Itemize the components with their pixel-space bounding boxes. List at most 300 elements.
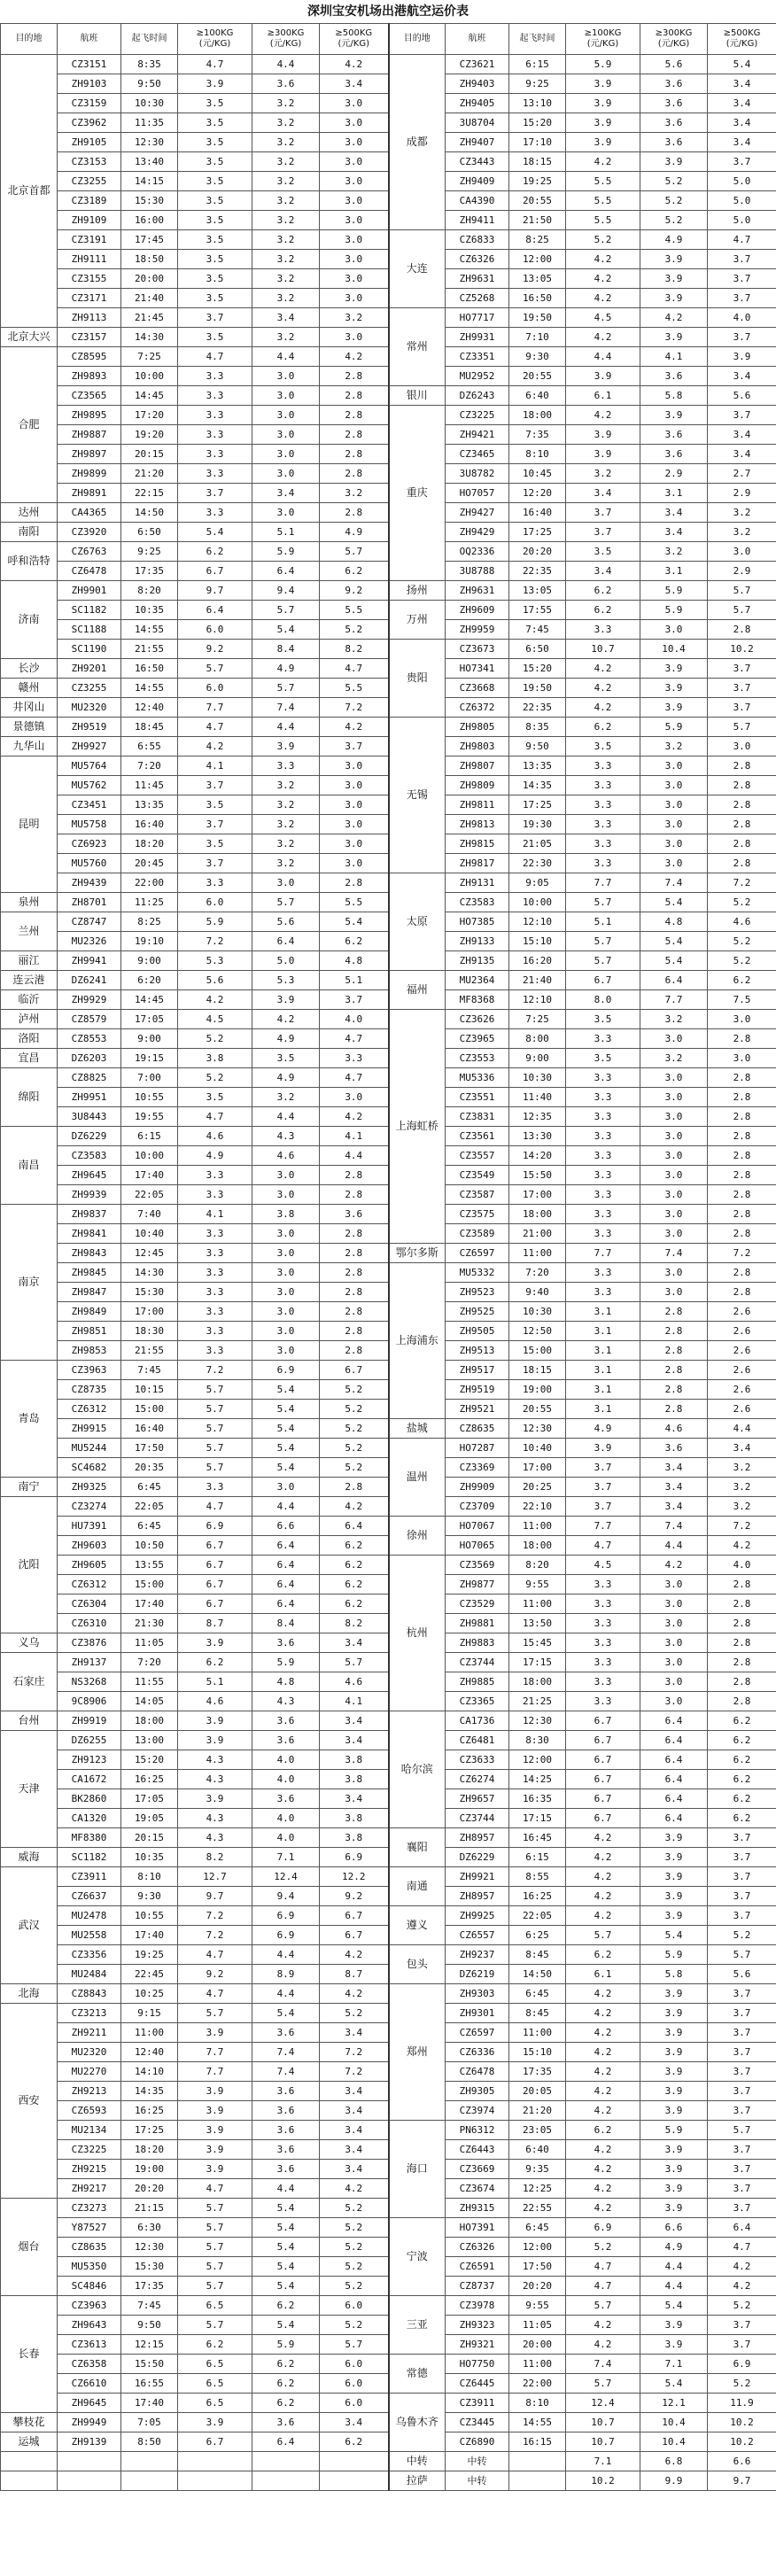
- rate-100kg-cell: 4.2: [566, 1984, 640, 2004]
- rate-100kg-cell: 3.5: [178, 289, 252, 308]
- departure-time-cell: 13:55: [121, 1556, 178, 1575]
- departure-time-cell: 21:20: [509, 2101, 566, 2121]
- rate-300kg-cell: 5.9: [640, 718, 708, 737]
- departure-time-cell: 16:15: [509, 2432, 566, 2452]
- rate-300kg-cell: 3.9: [640, 2101, 708, 2121]
- rate-300kg-cell: 3.9: [640, 2179, 708, 2199]
- departure-time-cell: [509, 2452, 566, 2471]
- table-row: [1, 2121, 776, 2140]
- table-row: [1, 523, 776, 542]
- departure-time-cell: 20:20: [509, 2277, 566, 2296]
- table-row: [1, 230, 776, 250]
- table-row: [1, 1906, 776, 1926]
- rate-300kg-cell: 3.0: [640, 1653, 708, 1672]
- rate-300kg-cell: 4.8: [640, 912, 708, 932]
- rate-300kg-cell: 5.2: [640, 172, 708, 191]
- departure-time-cell: 19:10: [121, 932, 178, 951]
- departure-time-cell: 19:00: [121, 2160, 178, 2179]
- rate-300kg-cell: 3.9: [640, 269, 708, 289]
- table-row: [1, 2413, 776, 2432]
- rate-100kg-cell: 3.7: [178, 854, 252, 873]
- destination-cell: 无锡: [389, 718, 446, 873]
- rate-100kg-cell: 3.5: [178, 328, 252, 347]
- rate-100kg-cell: 3.3: [566, 1107, 640, 1127]
- departure-time-cell: 8:25: [509, 230, 566, 250]
- flight-number-cell: 3U8704: [446, 113, 509, 133]
- departure-time-cell: 21:20: [121, 464, 178, 484]
- flight-number-cell: 9C8906: [58, 1692, 121, 1711]
- table-row: [1, 1205, 776, 1224]
- flight-number-cell: MU2320: [58, 2043, 121, 2062]
- rate-500kg-cell: 2.8: [320, 1478, 389, 1497]
- rate-100kg-cell: 12.4: [566, 2394, 640, 2413]
- table-row: [1, 484, 776, 503]
- departure-time-cell: 17:05: [121, 1789, 178, 1809]
- rate-300kg-cell: 6.4: [252, 562, 320, 581]
- rate-500kg-cell: 3.7: [708, 2160, 776, 2179]
- flight-number-cell: ZH9201: [58, 659, 121, 679]
- rate-100kg-cell: 7.7: [566, 1244, 640, 1263]
- flight-number-cell: CZ3445: [446, 2413, 509, 2432]
- rate-500kg-cell: 3.7: [708, 1906, 776, 1926]
- header-rate-500kg: ≥500KG (元/KG): [708, 24, 776, 55]
- departure-time-cell: 6:40: [509, 386, 566, 406]
- table-row: [1, 1575, 776, 1594]
- rate-500kg-cell: 3.6: [320, 1205, 389, 1224]
- departure-time-cell: 20:00: [121, 269, 178, 289]
- flight-number-cell: HO7067: [446, 1517, 509, 1536]
- departure-time-cell: 17:50: [509, 2257, 566, 2277]
- rate-500kg-cell: 6.0: [320, 2374, 389, 2394]
- rate-500kg-cell: 3.0: [320, 269, 389, 289]
- table-row: [1, 269, 776, 289]
- table-row: [1, 1400, 776, 1419]
- departure-time-cell: 13:00: [121, 1731, 178, 1750]
- rate-300kg-cell: 12.1: [640, 2394, 708, 2413]
- departure-time-cell: 18:00: [121, 1711, 178, 1731]
- table-row: [1, 94, 776, 113]
- flight-number-cell: ZH9919: [58, 1711, 121, 1731]
- departure-time-cell: 12:40: [121, 698, 178, 718]
- rate-500kg-cell: 5.1: [320, 971, 389, 990]
- rate-500kg-cell: 5.2: [320, 1458, 389, 1478]
- rate-300kg-cell: 3.2: [252, 113, 320, 133]
- departure-time-cell: 13:35: [509, 757, 566, 776]
- flight-number-cell: DZ6219: [446, 1965, 509, 1984]
- flight-number-cell: ZH9895: [58, 406, 121, 425]
- rate-500kg-cell: 3.4: [320, 2413, 389, 2432]
- rate-500kg-cell: 3.0: [320, 133, 389, 152]
- rate-300kg-cell: 3.6: [640, 74, 708, 94]
- flight-number-cell: SC1182: [58, 1848, 121, 1867]
- rate-300kg-cell: 3.9: [640, 2023, 708, 2043]
- rate-500kg-cell: 3.4: [320, 2160, 389, 2179]
- table-row: [1, 406, 776, 425]
- departure-time-cell: 9:25: [509, 74, 566, 94]
- flight-number-cell: ZH9893: [58, 367, 121, 386]
- departure-time-cell: 10:00: [121, 367, 178, 386]
- departure-time-cell: 22:05: [509, 1906, 566, 1926]
- header-flight: 航班: [58, 24, 121, 55]
- flight-number-cell: ZH9603: [58, 1536, 121, 1556]
- flight-number-cell: CZ3225: [58, 2140, 121, 2160]
- flight-number-cell: ZH9847: [58, 1283, 121, 1302]
- flight-number-cell: ZH9851: [58, 1322, 121, 1341]
- rate-100kg-cell: 3.3: [178, 1302, 252, 1322]
- flight-number-cell: CZ6336: [446, 2043, 509, 2062]
- rate-100kg-cell: 3.9: [566, 113, 640, 133]
- rate-100kg-cell: 4.4: [566, 347, 640, 367]
- destination-cell: 运城: [1, 2432, 58, 2452]
- rate-300kg-cell: 5.9: [252, 542, 320, 562]
- rate-500kg-cell: 2.8: [320, 1283, 389, 1302]
- departure-time-cell: 19:00: [509, 1380, 566, 1400]
- departure-time-cell: 17:35: [121, 2277, 178, 2296]
- flight-number-cell: ZH8957: [446, 1887, 509, 1906]
- rate-100kg-cell: 3.9: [178, 1633, 252, 1653]
- rate-300kg-cell: 3.9: [640, 2043, 708, 2062]
- flight-number-cell: ZH9217: [58, 2179, 121, 2199]
- table-row: [1, 503, 776, 523]
- rate-300kg-cell: 5.4: [640, 2296, 708, 2316]
- rate-500kg-cell: 5.6: [708, 1965, 776, 1984]
- destination-cell: 济南: [1, 581, 58, 659]
- table-row: [1, 1224, 776, 1244]
- rate-500kg-cell: 3.7: [708, 250, 776, 269]
- rate-300kg-cell: 4.9: [640, 230, 708, 250]
- rate-100kg-cell: 6.7: [566, 971, 640, 990]
- rate-100kg-cell: 5.7: [178, 659, 252, 679]
- departure-time-cell: 14:50: [121, 503, 178, 523]
- table-row: [1, 328, 776, 347]
- departure-time-cell: 17:25: [509, 523, 566, 542]
- rate-100kg-cell: 3.9: [178, 2160, 252, 2179]
- rate-100kg-cell: 3.3: [566, 1224, 640, 1244]
- flight-number-cell: CZ3274: [58, 1497, 121, 1517]
- rate-300kg-cell: 5.1: [252, 523, 320, 542]
- departure-time-cell: 20:05: [509, 2082, 566, 2101]
- rate-100kg-cell: 3.9: [178, 1731, 252, 1750]
- departure-time-cell: 20:55: [509, 191, 566, 211]
- rate-500kg-cell: 4.7: [320, 1029, 389, 1049]
- header-departure-time: 起飞时间: [121, 24, 178, 55]
- rate-100kg-cell: 4.5: [178, 1010, 252, 1029]
- rate-100kg-cell: 4.2: [566, 1828, 640, 1848]
- flight-number-cell: ZH9803: [446, 737, 509, 757]
- rate-300kg-cell: 3.1: [640, 484, 708, 503]
- flight-number-cell: CZ3963: [58, 1361, 121, 1380]
- rate-100kg-cell: 5.7: [566, 893, 640, 912]
- destination-cell: 常德: [389, 2355, 446, 2394]
- rate-500kg-cell: 2.6: [708, 1302, 776, 1322]
- rate-100kg-cell: 5.7: [178, 1400, 252, 1419]
- rate-500kg-cell: 7.2: [320, 698, 389, 718]
- departure-time-cell: 6:50: [509, 640, 566, 659]
- table-row: [1, 1633, 776, 1653]
- rate-100kg-cell: 3.9: [566, 425, 640, 445]
- rate-500kg-cell: 5.5: [320, 893, 389, 912]
- rate-100kg-cell: 3.7: [566, 503, 640, 523]
- rate-300kg-cell: 3.4: [640, 1458, 708, 1478]
- flight-number-cell: ZH9403: [446, 74, 509, 94]
- table-row: [1, 620, 776, 640]
- rate-300kg-cell: 3.2: [640, 1010, 708, 1029]
- flight-number-cell: MU5350: [58, 2257, 121, 2277]
- flight-number-cell: ZH9915: [58, 1419, 121, 1439]
- departure-time-cell: 21:05: [509, 834, 566, 854]
- rate-300kg-cell: 6.4: [640, 1789, 708, 1809]
- destination-cell: 临沂: [1, 990, 58, 1010]
- flight-number-cell: CZ3529: [446, 1594, 509, 1614]
- departure-time-cell: 14:30: [121, 1263, 178, 1283]
- flight-number-cell: ZH9899: [58, 464, 121, 484]
- rate-300kg-cell: 3.0: [640, 1127, 708, 1146]
- table-row: [1, 191, 776, 211]
- departure-time-cell: 16:25: [121, 1770, 178, 1789]
- rate-100kg-cell: 3.3: [566, 776, 640, 795]
- rate-100kg-cell: 6.5: [178, 2394, 252, 2413]
- departure-time-cell: 22:05: [121, 1185, 178, 1205]
- flight-number-cell: CZ6610: [58, 2374, 121, 2394]
- departure-time-cell: 13:05: [509, 269, 566, 289]
- table-row: [1, 172, 776, 191]
- rate-100kg-cell: 6.4: [178, 601, 252, 620]
- destination-cell: 南昌: [1, 1127, 58, 1205]
- rate-500kg-cell: 4.2: [320, 347, 389, 367]
- rate-100kg-cell: 4.3: [178, 1828, 252, 1848]
- rate-500kg-cell: 4.7: [708, 230, 776, 250]
- rate-300kg-cell: 9.4: [252, 1887, 320, 1906]
- rate-300kg-cell: 6.9: [252, 1906, 320, 1926]
- departure-time-cell: 15:00: [121, 1575, 178, 1594]
- flight-number-cell: ZH9519: [58, 718, 121, 737]
- rate-300kg-cell: 5.4: [252, 1419, 320, 1439]
- flight-number-cell: ZH9111: [58, 250, 121, 269]
- table-row: [1, 1692, 776, 1711]
- departure-time-cell: 12:20: [509, 484, 566, 503]
- rate-100kg-cell: 3.3: [566, 1263, 640, 1283]
- flight-number-cell: 3U8782: [446, 464, 509, 484]
- rate-500kg-cell: 10.2: [708, 2432, 776, 2452]
- rate-500kg-cell: 6.2: [708, 971, 776, 990]
- flight-number-cell: CZ6557: [446, 1926, 509, 1945]
- flight-number-cell: ZH9643: [58, 2316, 121, 2335]
- rate-100kg-cell: 3.7: [178, 815, 252, 834]
- departure-time-cell: 12:30: [121, 133, 178, 152]
- rate-500kg-cell: 4.7: [320, 659, 389, 679]
- rate-500kg-cell: 3.4: [320, 1633, 389, 1653]
- rate-300kg-cell: 7.4: [252, 2043, 320, 2062]
- table-row: [1, 464, 776, 484]
- flight-number-cell: CZ3155: [58, 269, 121, 289]
- rate-500kg-cell: 5.7: [320, 2335, 389, 2355]
- departure-time-cell: 17:15: [509, 1653, 566, 1672]
- rate-100kg-cell: 4.2: [566, 2043, 640, 2062]
- rate-300kg-cell: 3.2: [252, 133, 320, 152]
- flight-number-cell: CZ3911: [446, 2394, 509, 2413]
- rate-100kg-cell: 4.2: [566, 152, 640, 172]
- departure-time-cell: 11:00: [121, 2023, 178, 2043]
- rate-300kg-cell: 5.4: [252, 2238, 320, 2257]
- departure-time-cell: 22:00: [121, 873, 178, 893]
- rate-500kg-cell: 3.4: [320, 2082, 389, 2101]
- rate-300kg-cell: 3.0: [640, 795, 708, 815]
- departure-time-cell: 10:40: [509, 1439, 566, 1458]
- table-row: [1, 1867, 776, 1887]
- rate-100kg-cell: 4.7: [178, 1945, 252, 1965]
- rate-300kg-cell: 3.0: [252, 1478, 320, 1497]
- table-row: [1, 1965, 776, 1984]
- flight-number-cell: ZH9897: [58, 445, 121, 464]
- flight-number-cell: CZ6310: [58, 1614, 121, 1633]
- rate-100kg-cell: 4.2: [566, 1906, 640, 1926]
- departure-time-cell: 15:20: [509, 659, 566, 679]
- rate-100kg-cell: 4.3: [178, 1809, 252, 1828]
- rate-100kg-cell: 3.9: [178, 1789, 252, 1809]
- departure-time-cell: 21:00: [509, 1224, 566, 1244]
- departure-time-cell: 12:30: [509, 1711, 566, 1731]
- departure-time-cell: 10:30: [121, 94, 178, 113]
- flight-number-cell: ZH9505: [446, 1322, 509, 1341]
- table-row: [1, 990, 776, 1010]
- rate-500kg-cell: 5.4: [320, 912, 389, 932]
- flight-number-cell: ZH9517: [446, 1361, 509, 1380]
- rate-100kg-cell: 4.6: [178, 1127, 252, 1146]
- flight-number-cell: CZ6358: [58, 2355, 121, 2374]
- rate-500kg-cell: 6.2: [320, 932, 389, 951]
- rate-300kg-cell: 6.4: [252, 2432, 320, 2452]
- rate-300kg-cell: 6.4: [252, 1536, 320, 1556]
- rate-300kg-cell: 5.9: [252, 2335, 320, 2355]
- rate-300kg-cell: 3.9: [640, 1906, 708, 1926]
- rate-100kg-cell: 3.3: [566, 815, 640, 834]
- rate-100kg-cell: 4.7: [178, 347, 252, 367]
- rate-500kg-cell: 2.8: [708, 757, 776, 776]
- departure-time-cell: 7:00: [121, 1068, 178, 1088]
- rate-500kg-cell: 2.8: [708, 1127, 776, 1146]
- rate-300kg-cell: 3.9: [640, 2199, 708, 2218]
- departure-time-cell: 15:00: [121, 1400, 178, 1419]
- rate-100kg-cell: 3.9: [566, 445, 640, 464]
- rate-100kg-cell: 3.3: [178, 445, 252, 464]
- rate-100kg-cell: 7.2: [178, 1906, 252, 1926]
- flight-number-cell: SC1182: [58, 601, 121, 620]
- rate-300kg-cell: 3.2: [252, 211, 320, 230]
- rate-300kg-cell: 7.4: [640, 1517, 708, 1536]
- rate-300kg-cell: 6.2: [252, 2355, 320, 2374]
- table-row: [1, 1653, 776, 1672]
- rate-300kg-cell: 5.6: [640, 55, 708, 74]
- rate-100kg-cell: 4.2: [566, 2316, 640, 2335]
- table-row: [1, 2082, 776, 2101]
- rate-300kg-cell: 5.4: [252, 1439, 320, 1458]
- rate-300kg-cell: 3.6: [640, 113, 708, 133]
- departure-time-cell: 7:20: [509, 1263, 566, 1283]
- rate-100kg-cell: 3.3: [178, 1283, 252, 1302]
- departure-time-cell: 9:40: [509, 1283, 566, 1302]
- table-row: [1, 367, 776, 386]
- rate-100kg-cell: 3.3: [566, 1633, 640, 1653]
- departure-time-cell: 16:40: [509, 503, 566, 523]
- departure-time-cell: 9:15: [121, 2004, 178, 2023]
- rate-100kg-cell: 5.9: [566, 55, 640, 74]
- departure-time-cell: 21:25: [509, 1692, 566, 1711]
- rate-300kg-cell: 3.6: [252, 1711, 320, 1731]
- departure-time-cell: 15:10: [509, 932, 566, 951]
- table-row: [1, 1517, 776, 1536]
- rate-300kg-cell: 4.4: [252, 55, 320, 74]
- departure-time-cell: 17:05: [121, 1010, 178, 1029]
- rate-500kg-cell: 5.0: [708, 191, 776, 211]
- rate-500kg-cell: 4.2: [320, 718, 389, 737]
- flight-number-cell: SC4846: [58, 2277, 121, 2296]
- rate-500kg-cell: 6.7: [320, 1906, 389, 1926]
- flight-number-cell: ZH9139: [58, 2432, 121, 2452]
- rate-500kg-cell: 3.0: [708, 1010, 776, 1029]
- rate-300kg-cell: 3.9: [640, 2316, 708, 2335]
- rate-300kg-cell: 7.4: [640, 1244, 708, 1263]
- rate-100kg-cell: 4.7: [178, 1497, 252, 1517]
- destination-cell: 拉萨: [389, 2471, 446, 2491]
- destination-cell: 丽江: [1, 951, 58, 971]
- flight-number-cell: SC4682: [58, 1458, 121, 1478]
- flight-number-cell: ZH9513: [446, 1341, 509, 1361]
- flight-number-cell: ZH9951: [58, 1088, 121, 1107]
- table-row: [1, 1887, 776, 1906]
- rate-300kg-cell: 6.4: [640, 1770, 708, 1789]
- destination-cell: 绵阳: [1, 1068, 58, 1127]
- rate-100kg-cell: 4.2: [566, 2023, 640, 2043]
- rate-100kg-cell: 3.3: [566, 1127, 640, 1146]
- flight-number-cell: CZ3575: [446, 1205, 509, 1224]
- rate-300kg-cell: 8.9: [252, 1965, 320, 1984]
- flight-number-cell: CZ3369: [446, 1458, 509, 1478]
- rate-500kg-cell: 3.7: [708, 659, 776, 679]
- table-row: [1, 133, 776, 152]
- flight-number-cell: CZ3965: [446, 1029, 509, 1049]
- flight-number-cell: CZ3557: [446, 1146, 509, 1166]
- rate-300kg-cell: 3.9: [640, 289, 708, 308]
- rate-300kg-cell: 3.0: [640, 1692, 708, 1711]
- flight-number-cell: ZH9135: [446, 951, 509, 971]
- flight-number-cell: CZ8635: [58, 2238, 121, 2257]
- rate-100kg-cell: 3.3: [566, 1672, 640, 1692]
- destination-cell: 杭州: [389, 1556, 446, 1711]
- rate-500kg-cell: 3.7: [708, 406, 776, 425]
- flight-number-cell: ZH9841: [58, 1224, 121, 1244]
- departure-time-cell: 10:30: [509, 1302, 566, 1322]
- departure-time-cell: 14:05: [121, 1692, 178, 1711]
- rate-100kg-cell: 4.7: [178, 1107, 252, 1127]
- rate-300kg-cell: 5.4: [252, 1380, 320, 1400]
- flight-number-cell: CZ3569: [446, 1556, 509, 1575]
- rate-500kg-cell: 7.5: [708, 990, 776, 1010]
- rate-500kg-cell: 5.2: [320, 2199, 389, 2218]
- rate-300kg-cell: 4.0: [252, 1828, 320, 1848]
- rate-300kg-cell: 3.2: [252, 94, 320, 113]
- rate-300kg-cell: 5.6: [252, 912, 320, 932]
- table-row: [1, 2471, 776, 2491]
- flight-number-cell: DZ6255: [58, 1731, 121, 1750]
- table-row: [1, 1341, 776, 1361]
- departure-time-cell: 16:40: [121, 815, 178, 834]
- departure-time-cell: 17:25: [509, 795, 566, 815]
- departure-time-cell: 19:20: [121, 425, 178, 445]
- table-row: [1, 1750, 776, 1770]
- departure-time-cell: 20:25: [509, 1478, 566, 1497]
- rate-500kg-cell: 4.2: [320, 1497, 389, 1517]
- departure-time-cell: 15:45: [509, 1633, 566, 1653]
